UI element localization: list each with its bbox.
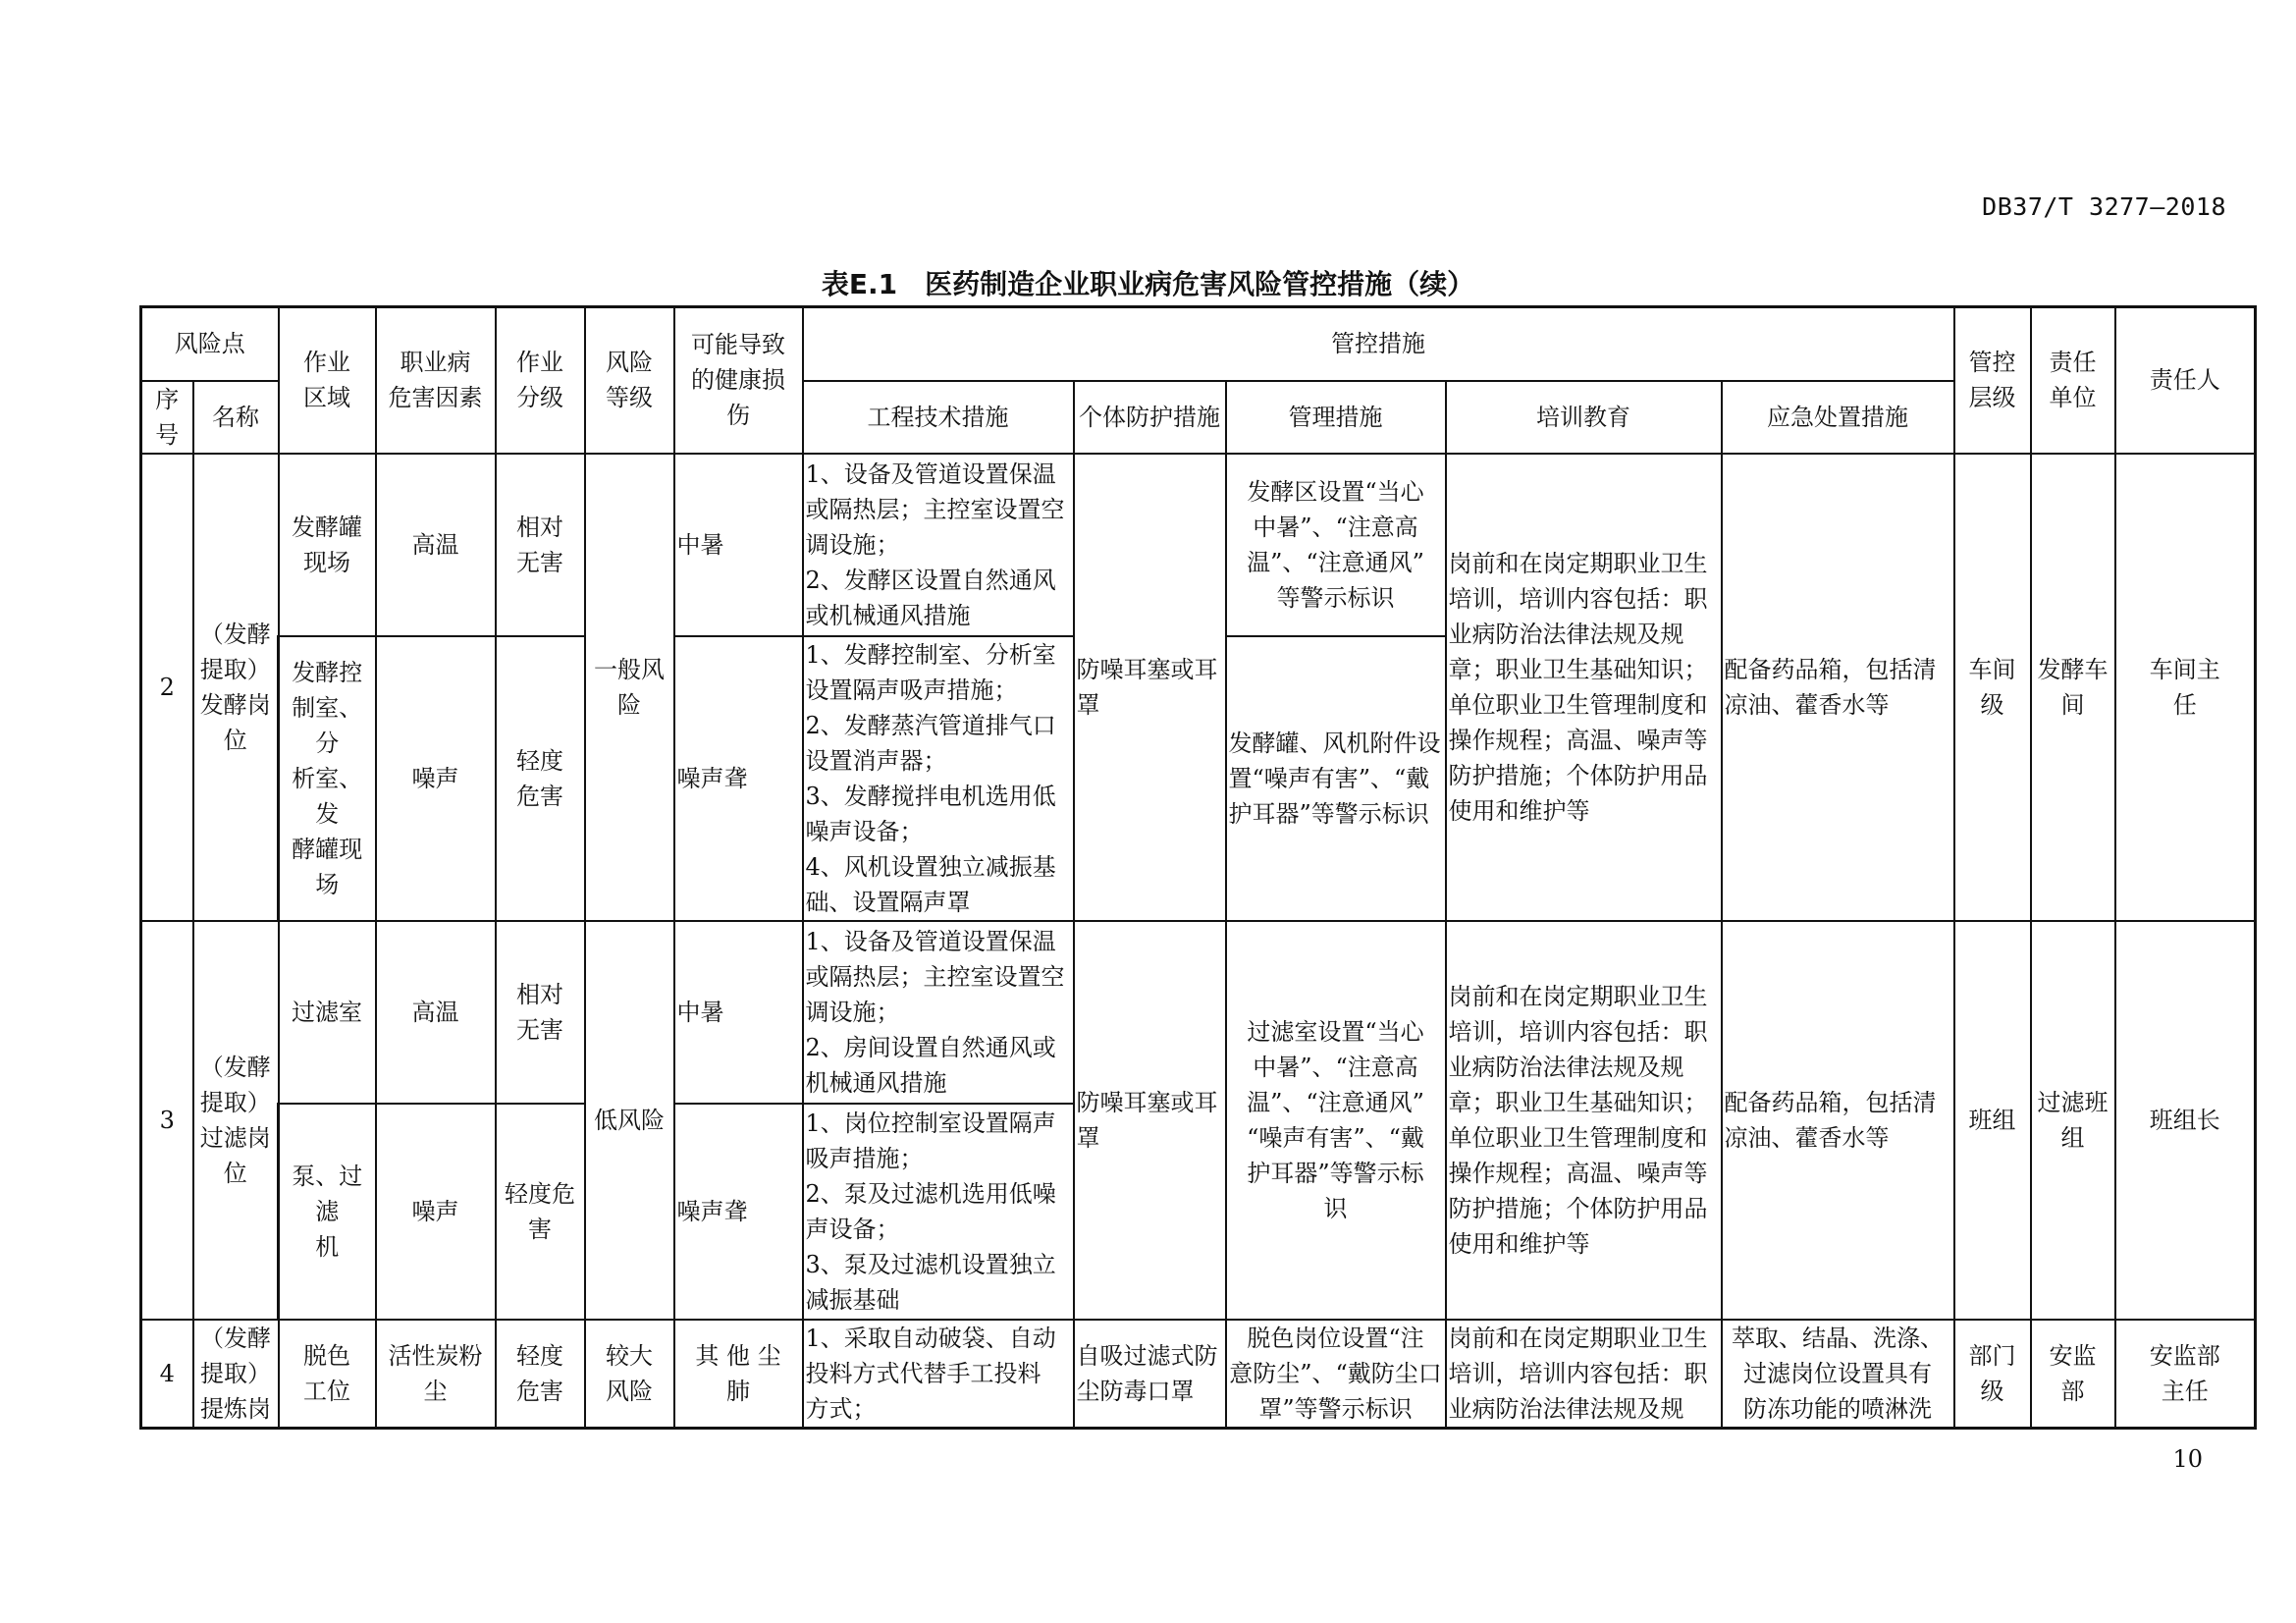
cell-seq: 3 (141, 921, 193, 1320)
cell-resp-person: 安监部 主任 (2115, 1320, 2256, 1429)
header-name: 名称 (193, 381, 279, 454)
cell-seq: 4 (141, 1320, 193, 1429)
cell-work-area: 泵、过滤 机 (279, 1104, 376, 1320)
cell-health-damage: 中暑 (674, 454, 803, 636)
header-resp-unit: 责任 单位 (2031, 307, 2115, 454)
header-work-area: 作业 区域 (279, 307, 376, 454)
cell-name: （发酵 提取） 过滤岗 位 (193, 921, 279, 1320)
document-code: DB37/T 3277—2018 (1982, 192, 2226, 221)
cell-training: 岗前和在岗定期职业卫生 培训，培训内容包括：职 业病防治法律法规及规 (1446, 1320, 1722, 1429)
header-hazard: 职业病 危害因素 (376, 307, 496, 454)
cell-emergency: 配备药品箱，包括清 凉油、藿香水等 (1722, 454, 1954, 921)
cell-work-area: 过滤室 (279, 921, 376, 1104)
table-row (141, 454, 2256, 636)
cell-work-grade: 轻度 危害 (496, 1320, 585, 1429)
cell-resp-unit: 发酵车 间 (2031, 454, 2115, 921)
header-resp-person: 责任人 (2115, 307, 2256, 454)
cell-engineering: 1、发酵控制室、分析室 设置隔声吸声措施； 2、发酵蒸汽管道排气口 设置消声器； 3、发酵搅拌电机选用低 噪声设备； 4、风机设置独立减振基 础、设置隔声罩 (803, 636, 1074, 921)
table-row (141, 1320, 2256, 1429)
cell-resp-unit: 过滤班 组 (2031, 921, 2115, 1320)
header-controls: 管控措施 (803, 307, 1954, 381)
cell-training: 岗前和在岗定期职业卫生 培训，培训内容包括：职 业病防治法律法规及规 章；职业卫生基础知识； 单位职业卫生管理制度和 操作规程；高温、噪声等 防护措施；个体防护用品 使用和维护等 (1446, 921, 1722, 1320)
cell-ppe: 防噪耳塞或耳 罩 (1074, 454, 1226, 921)
cell-resp-unit: 安监 部 (2031, 1320, 2115, 1429)
header-control-level: 管控 层级 (1954, 307, 2031, 454)
cell-ppe: 自吸过滤式防 尘防毒口罩 (1074, 1320, 1226, 1429)
cell-training: 岗前和在岗定期职业卫生 培训，培训内容包括：职 业病防治法律法规及规 章；职业卫生基础知识； 单位职业卫生管理制度和 操作规程；高温、噪声等 防护措施；个体防护用品 使用和维护等 (1446, 454, 1722, 921)
cell-emergency: 配备药品箱，包括清 凉油、藿香水等 (1722, 921, 1954, 1320)
header-management: 管理措施 (1226, 381, 1446, 454)
cell-name: （发酵 提取） 提炼岗 (193, 1320, 279, 1429)
cell-resp-person: 车间主 任 (2115, 454, 2256, 921)
header-risk-point: 风险点 (141, 307, 279, 381)
cell-name: （发酵 提取） 发酵岗 位 (193, 454, 279, 921)
cell-ppe: 防噪耳塞或耳 罩 (1074, 921, 1226, 1320)
cell-work-grade: 轻度危 害 (496, 1104, 585, 1320)
cell-health-damage: 噪声聋 (674, 636, 803, 921)
cell-work-area: 脱色 工位 (279, 1320, 376, 1429)
header-emergency: 应急处置措施 (1722, 381, 1954, 454)
cell-hazard: 噪声 (376, 636, 496, 921)
cell-control-level: 部门 级 (1954, 1320, 2031, 1429)
cell-risk-level: 低风险 (585, 921, 674, 1320)
cell-control-level: 班组 (1954, 921, 2031, 1320)
cell-management: 脱色岗位设置“注 意防尘”、“戴防尘口 罩”等警示标识 (1226, 1320, 1446, 1429)
cell-health-damage: 其 他 尘 肺 (674, 1320, 803, 1429)
header-seq: 序 号 (141, 381, 193, 454)
cell-engineering: 1、设备及管道设置保温 或隔热层；主控室设置空 调设施； 2、发酵区设置自然通风 或机械通风措施 (803, 454, 1074, 636)
cell-resp-person: 班组长 (2115, 921, 2256, 1320)
cell-hazard: 高温 (376, 454, 496, 636)
cell-engineering: 1、岗位控制室设置隔声 吸声措施； 2、泵及过滤机选用低噪 声设备； 3、泵及过滤机设置独立 减振基础 (803, 1104, 1074, 1320)
cell-risk-level: 较大 风险 (585, 1320, 674, 1429)
cell-work-grade: 相对 无害 (496, 454, 585, 636)
cell-health-damage: 噪声聋 (674, 1104, 803, 1320)
header-engineering: 工程技术措施 (803, 381, 1074, 454)
header-ppe: 个体防护措施 (1074, 381, 1226, 454)
cell-work-grade: 轻度 危害 (496, 636, 585, 921)
cell-engineering: 1、采取自动破袋、自动 投料方式代替手工投料 方式； (803, 1320, 1074, 1429)
header-risk-level: 风险 等级 (585, 307, 674, 454)
header-health-damage: 可能导致 的健康损 伤 (674, 307, 803, 454)
cell-hazard: 高温 (376, 921, 496, 1104)
table-row (141, 921, 2256, 1104)
cell-risk-level: 一般风 险 (585, 454, 674, 921)
cell-seq: 2 (141, 454, 193, 921)
cell-health-damage: 中暑 (674, 921, 803, 1104)
page-number: 10 (2172, 1445, 2203, 1473)
cell-emergency: 萃取、结晶、洗涤、 过滤岗位设置具有 防冻功能的喷淋洗 (1722, 1320, 1954, 1429)
table-title: 表E.1 医药制造企业职业病危害风险管控措施（续） (821, 268, 1475, 300)
cell-management: 发酵罐、风机附件设 置“噪声有害”、“戴 护耳器”等警示标识 (1226, 636, 1446, 921)
cell-management: 过滤室设置“当心 中暑”、“注意高 温”、“注意通风” “噪声有害”、“戴 护耳器”等警示标 识 (1226, 921, 1446, 1320)
header-training: 培训教育 (1446, 381, 1722, 454)
cell-work-area: 发酵罐 现场 (279, 454, 376, 636)
cell-hazard: 噪声 (376, 1104, 496, 1320)
risk-control-table (139, 305, 2257, 1430)
header-work-grade: 作业 分级 (496, 307, 585, 454)
cell-management: 发酵区设置“当心 中暑”、“注意高 温”、“注意通风” 等警示标识 (1226, 454, 1446, 636)
cell-control-level: 车间 级 (1954, 454, 2031, 921)
cell-work-area: 发酵控 制室、分 析室、发 酵罐现 场 (279, 636, 376, 921)
cell-hazard: 活性炭粉 尘 (376, 1320, 496, 1429)
cell-work-grade: 相对 无害 (496, 921, 585, 1104)
cell-engineering: 1、设备及管道设置保温 或隔热层；主控室设置空 调设施； 2、房间设置自然通风或 机械通风措施 (803, 921, 1074, 1104)
